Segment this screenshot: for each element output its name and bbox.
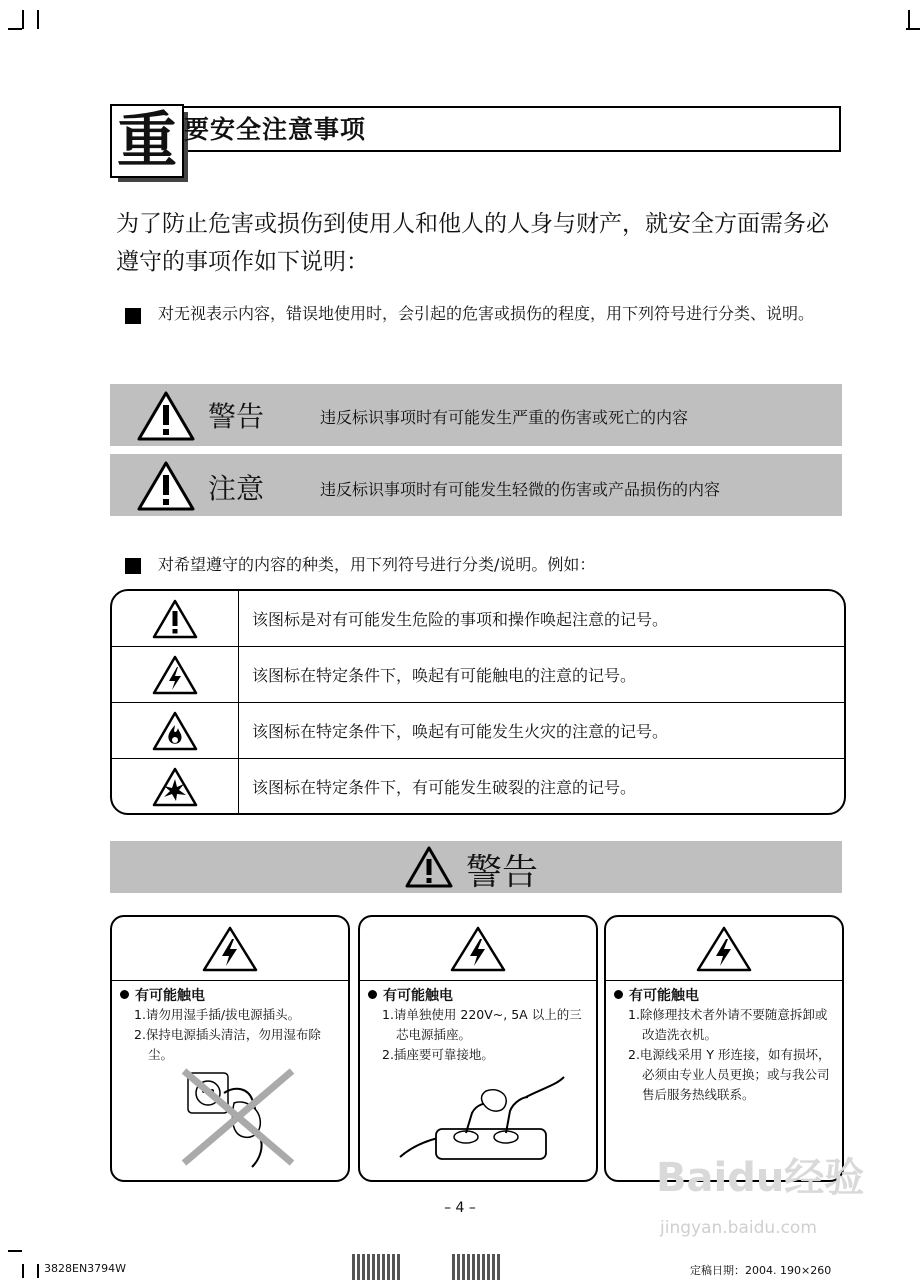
wet-hand-plug-illustration [174,1063,304,1173]
registration-mark [452,1254,502,1280]
warning-card [110,915,350,1182]
warning-triangle-icon [136,390,196,442]
table-row [112,703,844,759]
square-bullet-icon [125,308,141,324]
registration-mark [352,1254,402,1280]
electric-shock-icon [152,655,198,695]
card-heading: 有可能触电 [135,988,205,1004]
card-heading: 有可能触电 [383,988,453,1004]
exclamation-triangle-icon [152,599,198,639]
square-bullet-icon [125,558,141,574]
warning-band [110,384,842,446]
electric-shock-icon [695,925,753,973]
card-item: 1.请单独使用 220V~, 5A 以上的三芯电源插座。 [382,1007,582,1042]
warning-triangle-icon [404,845,454,889]
warning-band-desc: 违反标识事项时有可能发生严重的伤害或死亡的内容 [320,408,689,427]
table-row [112,759,844,814]
baidu-watermark: Baidu经验 [656,1155,865,1201]
warning-band-label: 警告 [208,400,265,433]
baidu-watermark-url: jingyan.baidu.com [660,1218,817,1238]
symbol-table [110,589,846,815]
card-item: 1.请勿用湿手插/拔电源插头。 [134,1007,301,1022]
title-big-char: 重 [110,104,184,178]
electric-shock-icon [449,925,507,973]
warning-triangle-icon [136,460,196,512]
card-heading: 有可能触电 [629,988,699,1004]
section1-text: 对无视表示内容，错误地使用时，会引起的危害或损伤的程度，用下列符号进行分类、说明。 [158,304,815,323]
warning-header-label: 警告 [466,852,539,893]
explosion-icon [152,767,198,807]
footer-code: 3828EN3794W [44,1262,127,1275]
page-number: – 4 – [444,1200,476,1216]
section2-text: 对希望遵守的内容的种类，用下列符号进行分类/说明。例如： [158,555,596,574]
card-item: 2.插座要可靠接地。 [382,1047,494,1062]
intro-text: 为了防止危害或损伤到使用人和他人的人身与财产，就安全方面需务必遵守的事项作如下说明： [116,211,829,275]
footer-date: 定稿日期：2004. 190×260 [690,1264,832,1277]
caution-band-desc: 违反标识事项时有可能发生轻微的伤害或产品损伤的内容 [320,480,721,499]
page-title: 要安全注意事项 [184,115,367,144]
symbol-description: 该图标在特定条件下，有可能发生破裂的注意的记号。 [252,778,637,797]
card-item: 2.电源线采用 Y 形连接，如有损坏，必须由专业人员更换；或与我公司售后服务热线联系。 [628,1047,831,1102]
symbol-description: 该图标在特定条件下，唤起有可能触电的注意的记号。 [252,666,637,685]
symbol-description: 该图标是对有可能发生危险的事项和操作唤起注意的记号。 [252,610,669,629]
caution-band [110,454,842,516]
caution-band-label: 注意 [208,472,265,505]
table-row [112,647,844,703]
warning-card [358,915,598,1182]
electric-shock-icon [201,925,259,973]
warning-card [604,915,844,1182]
card-item: 2.保持电源插头清洁，勿用湿布除尘。 [134,1027,321,1062]
table-row [112,591,844,647]
power-strip-illustration [396,1067,566,1173]
symbol-description: 该图标在特定条件下，唤起有可能发生火灾的注意的记号。 [252,722,669,741]
fire-icon [152,711,198,751]
warning-header [110,841,842,893]
card-item: 1.除修理技术者外请不要随意拆卸或改造洗衣机。 [628,1007,828,1042]
